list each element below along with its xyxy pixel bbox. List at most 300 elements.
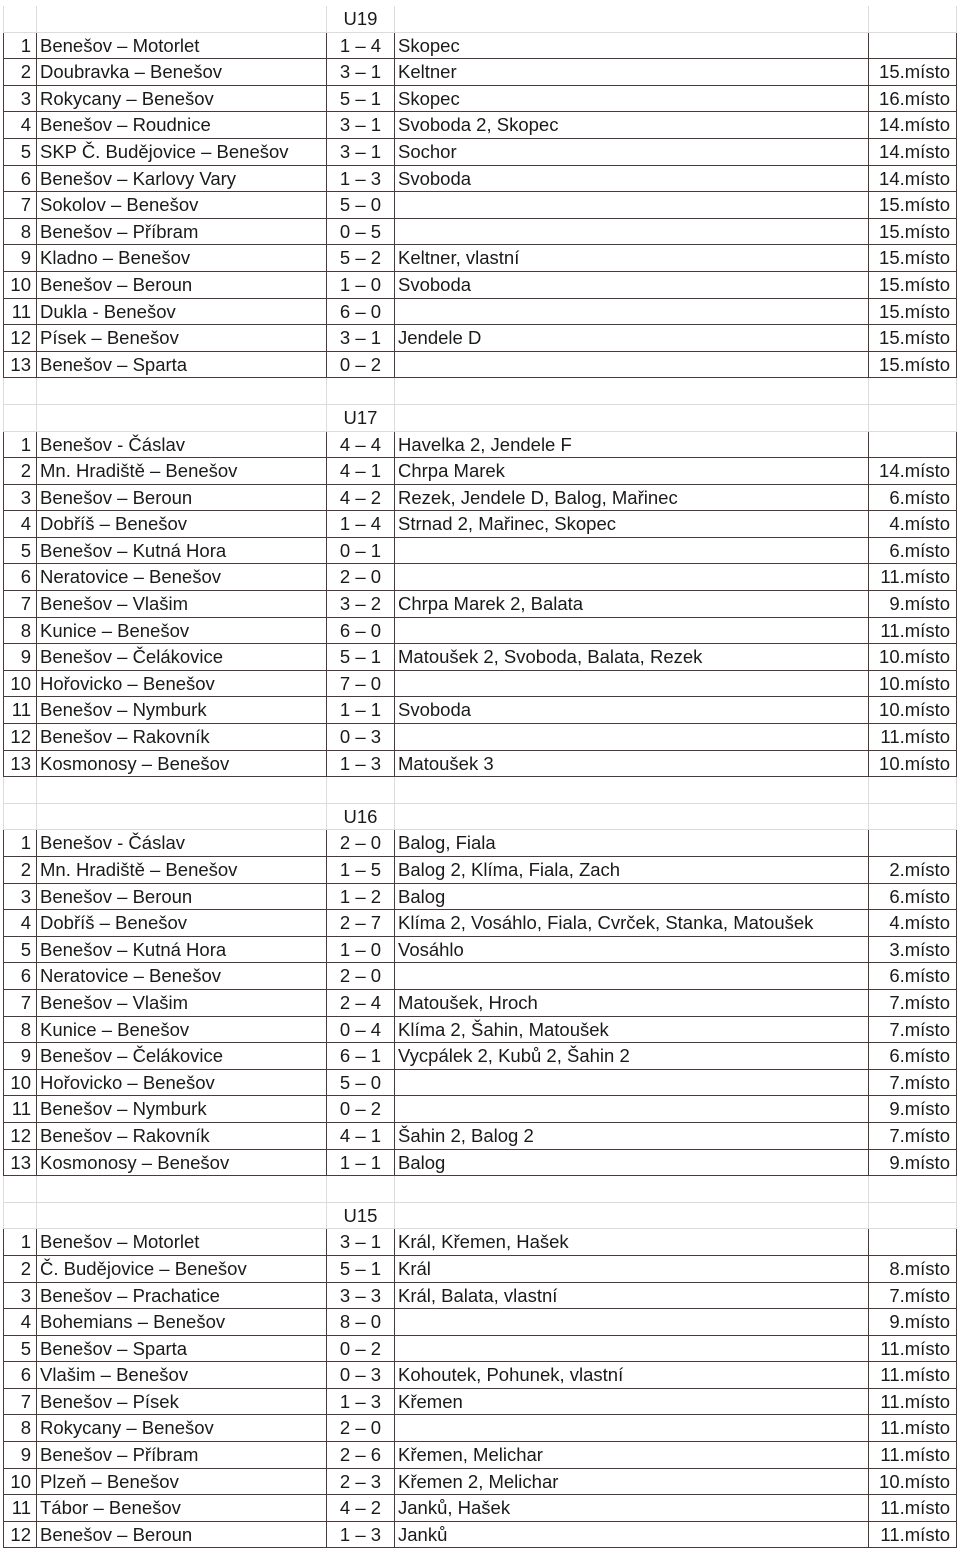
goal-scorers: Král, Balata, vlastní bbox=[395, 1283, 869, 1310]
empty-cell bbox=[3, 6, 37, 33]
match-number: 12 bbox=[3, 724, 37, 751]
table-row bbox=[3, 963, 957, 990]
match-score: 3 – 1 bbox=[327, 325, 395, 352]
match-score: 3 – 1 bbox=[327, 1229, 395, 1256]
match-score: 2 – 7 bbox=[327, 910, 395, 937]
table-row bbox=[3, 671, 957, 698]
match-teams: Benešov – Kutná Hora bbox=[37, 937, 327, 964]
table-position: 3.místo bbox=[869, 937, 957, 964]
match-number: 5 bbox=[3, 937, 37, 964]
table-row bbox=[3, 1043, 957, 1070]
match-teams: Benešov – Beroun bbox=[37, 884, 327, 911]
empty-cell bbox=[37, 405, 327, 432]
table-position: 14.místo bbox=[869, 139, 957, 166]
table-row bbox=[3, 219, 957, 246]
table-position: 9.místo bbox=[869, 1096, 957, 1123]
match-number: 9 bbox=[3, 245, 37, 272]
empty-cell bbox=[37, 6, 327, 33]
table-row bbox=[3, 1415, 957, 1442]
empty-cell bbox=[395, 777, 869, 804]
goal-scorers: Balog bbox=[395, 884, 869, 911]
goal-scorers: Svoboda bbox=[395, 272, 869, 299]
match-score: 0 – 2 bbox=[327, 1336, 395, 1363]
match-teams: Benešov – Karlovy Vary bbox=[37, 166, 327, 193]
table-position: 7.místo bbox=[869, 990, 957, 1017]
match-score: 3 – 1 bbox=[327, 112, 395, 139]
match-number: 6 bbox=[3, 963, 37, 990]
table-row bbox=[3, 86, 957, 113]
table-position: 7.místo bbox=[869, 1123, 957, 1150]
match-teams: Bohemians – Benešov bbox=[37, 1309, 327, 1336]
goal-scorers: Kohoutek, Pohunek, vlastní bbox=[395, 1362, 869, 1389]
match-number: 4 bbox=[3, 1309, 37, 1336]
goal-scorers: Jendele D bbox=[395, 325, 869, 352]
goal-scorers: Křemen bbox=[395, 1389, 869, 1416]
goal-scorers bbox=[395, 538, 869, 565]
match-score: 6 – 0 bbox=[327, 618, 395, 645]
match-teams: Benešov – Rakovník bbox=[37, 724, 327, 751]
match-number: 9 bbox=[3, 644, 37, 671]
match-number: 1 bbox=[3, 33, 37, 60]
match-number: 10 bbox=[3, 1070, 37, 1097]
table-row bbox=[3, 1442, 957, 1469]
empty-cell bbox=[395, 804, 869, 831]
table-row bbox=[3, 458, 957, 485]
table-row bbox=[3, 1283, 957, 1310]
match-number: 1 bbox=[3, 1229, 37, 1256]
goal-scorers bbox=[395, 352, 869, 379]
match-teams: Hořovicko – Benešov bbox=[37, 1070, 327, 1097]
table-row bbox=[3, 192, 957, 219]
match-score: 2 – 6 bbox=[327, 1442, 395, 1469]
table-position: 10.místo bbox=[869, 1469, 957, 1496]
table-row bbox=[3, 1256, 957, 1283]
table-position: 9.místo bbox=[869, 1150, 957, 1177]
match-teams: Kladno – Benešov bbox=[37, 245, 327, 272]
match-number: 10 bbox=[3, 671, 37, 698]
table-row bbox=[3, 245, 957, 272]
table-row bbox=[3, 1017, 957, 1044]
table-row bbox=[3, 751, 957, 778]
match-number: 7 bbox=[3, 192, 37, 219]
goal-scorers: Král bbox=[395, 1256, 869, 1283]
match-number: 2 bbox=[3, 458, 37, 485]
match-score: 1 – 5 bbox=[327, 857, 395, 884]
table-position: 11.místo bbox=[869, 724, 957, 751]
match-number: 11 bbox=[3, 697, 37, 724]
match-score: 0 – 2 bbox=[327, 1096, 395, 1123]
table-row bbox=[3, 352, 957, 379]
match-teams: Benešov – Beroun bbox=[37, 485, 327, 512]
match-score: 5 – 1 bbox=[327, 1256, 395, 1283]
table-position: 10.místo bbox=[869, 671, 957, 698]
match-teams: Benešov – Beroun bbox=[37, 272, 327, 299]
table-row bbox=[3, 272, 957, 299]
goal-scorers: Keltner bbox=[395, 59, 869, 86]
goal-scorers bbox=[395, 219, 869, 246]
match-score: 5 – 0 bbox=[327, 192, 395, 219]
match-teams: Písek – Benešov bbox=[37, 325, 327, 352]
match-number: 12 bbox=[3, 1123, 37, 1150]
match-score: 0 – 4 bbox=[327, 1017, 395, 1044]
table-row bbox=[3, 884, 957, 911]
match-teams: Č. Budějovice – Benešov bbox=[37, 1256, 327, 1283]
goal-scorers bbox=[395, 564, 869, 591]
goal-scorers: Balog, Fiala bbox=[395, 830, 869, 857]
table-position: 2.místo bbox=[869, 857, 957, 884]
match-score: 0 – 1 bbox=[327, 538, 395, 565]
goal-scorers: Matoušek 2, Svoboda, Balata, Rezek bbox=[395, 644, 869, 671]
table-position: 14.místo bbox=[869, 112, 957, 139]
goal-scorers bbox=[395, 1309, 869, 1336]
match-score: 2 – 0 bbox=[327, 963, 395, 990]
goal-scorers: Skopec bbox=[395, 86, 869, 113]
match-teams: Benešov - Čáslav bbox=[37, 830, 327, 857]
section-u19 bbox=[3, 6, 957, 378]
spacer-row bbox=[3, 1176, 957, 1203]
match-score: 1 – 0 bbox=[327, 937, 395, 964]
table-position: 6.místo bbox=[869, 963, 957, 990]
goal-scorers: Klíma 2, Vosáhlo, Fiala, Cvrček, Stanka, Matoušek bbox=[395, 910, 869, 937]
table-position: 14.místo bbox=[869, 166, 957, 193]
section-header-row bbox=[3, 804, 957, 831]
goal-scorers: Strnad 2, Mařinec, Skopec bbox=[395, 511, 869, 538]
section-title: U19 bbox=[327, 6, 395, 33]
match-score: 8 – 0 bbox=[327, 1309, 395, 1336]
empty-cell bbox=[37, 777, 327, 804]
goal-scorers bbox=[395, 192, 869, 219]
match-score: 2 – 3 bbox=[327, 1469, 395, 1496]
table-row bbox=[3, 511, 957, 538]
empty-cell bbox=[37, 804, 327, 831]
table-position: 15.místo bbox=[869, 272, 957, 299]
match-number: 4 bbox=[3, 910, 37, 937]
empty-cell bbox=[395, 405, 869, 432]
table-position: 11.místo bbox=[869, 1522, 957, 1549]
empty-cell bbox=[3, 378, 37, 405]
table-row bbox=[3, 1123, 957, 1150]
match-score: 3 – 1 bbox=[327, 59, 395, 86]
table-position: 15.místo bbox=[869, 299, 957, 326]
table-position: 11.místo bbox=[869, 1362, 957, 1389]
table-row bbox=[3, 857, 957, 884]
match-number: 8 bbox=[3, 1415, 37, 1442]
table-row bbox=[3, 1522, 957, 1549]
results-sheet bbox=[3, 6, 957, 1548]
match-teams: SKP Č. Budějovice – Benešov bbox=[37, 139, 327, 166]
table-position: 15.místo bbox=[869, 245, 957, 272]
match-score: 2 – 0 bbox=[327, 564, 395, 591]
match-teams: Benešov – Příbram bbox=[37, 1442, 327, 1469]
table-position bbox=[869, 33, 957, 60]
match-number: 1 bbox=[3, 432, 37, 459]
table-position: 4.místo bbox=[869, 511, 957, 538]
match-teams: Neratovice – Benešov bbox=[37, 963, 327, 990]
match-number: 12 bbox=[3, 1522, 37, 1549]
match-number: 10 bbox=[3, 272, 37, 299]
match-teams: Dobříš – Benešov bbox=[37, 511, 327, 538]
match-number: 10 bbox=[3, 1469, 37, 1496]
match-teams: Benešov – Příbram bbox=[37, 219, 327, 246]
section-title: U17 bbox=[327, 405, 395, 432]
empty-cell bbox=[37, 1176, 327, 1203]
goal-scorers: Sochor bbox=[395, 139, 869, 166]
match-score: 1 – 4 bbox=[327, 33, 395, 60]
match-number: 7 bbox=[3, 591, 37, 618]
table-row bbox=[3, 564, 957, 591]
match-score: 0 – 5 bbox=[327, 219, 395, 246]
goal-scorers: Balog 2, Klíma, Fiala, Zach bbox=[395, 857, 869, 884]
goal-scorers: Keltner, vlastní bbox=[395, 245, 869, 272]
match-score: 1 – 4 bbox=[327, 511, 395, 538]
match-teams: Rokycany – Benešov bbox=[37, 1415, 327, 1442]
goal-scorers bbox=[395, 671, 869, 698]
table-position: 7.místo bbox=[869, 1070, 957, 1097]
goal-scorers: Chrpa Marek bbox=[395, 458, 869, 485]
table-row bbox=[3, 697, 957, 724]
match-number: 13 bbox=[3, 352, 37, 379]
empty-cell bbox=[869, 804, 957, 831]
table-position: 15.místo bbox=[869, 192, 957, 219]
match-teams: Dobříš – Benešov bbox=[37, 910, 327, 937]
table-row bbox=[3, 166, 957, 193]
table-row bbox=[3, 618, 957, 645]
match-score: 4 – 4 bbox=[327, 432, 395, 459]
table-row bbox=[3, 1389, 957, 1416]
match-score: 1 – 3 bbox=[327, 166, 395, 193]
empty-cell bbox=[869, 6, 957, 33]
match-score: 6 – 0 bbox=[327, 299, 395, 326]
goal-scorers: Janků, Hašek bbox=[395, 1495, 869, 1522]
match-score: 1 – 3 bbox=[327, 751, 395, 778]
match-score: 1 – 1 bbox=[327, 697, 395, 724]
goal-scorers bbox=[395, 1070, 869, 1097]
empty-cell bbox=[869, 378, 957, 405]
match-score: 1 – 1 bbox=[327, 1150, 395, 1177]
match-score: 2 – 0 bbox=[327, 1415, 395, 1442]
empty-cell bbox=[395, 1203, 869, 1230]
match-teams: Benešov – Prachatice bbox=[37, 1283, 327, 1310]
match-number: 11 bbox=[3, 1495, 37, 1522]
table-row bbox=[3, 910, 957, 937]
match-score: 3 – 2 bbox=[327, 591, 395, 618]
goal-scorers: Svoboda bbox=[395, 697, 869, 724]
table-position: 11.místo bbox=[869, 1415, 957, 1442]
table-row bbox=[3, 1362, 957, 1389]
table-row bbox=[3, 1070, 957, 1097]
table-row bbox=[3, 591, 957, 618]
goal-scorers: Chrpa Marek 2, Balata bbox=[395, 591, 869, 618]
match-teams: Benešov – Sparta bbox=[37, 352, 327, 379]
match-number: 11 bbox=[3, 1096, 37, 1123]
table-position: 15.místo bbox=[869, 59, 957, 86]
match-score: 2 – 4 bbox=[327, 990, 395, 1017]
match-teams: Benešov – Rakovník bbox=[37, 1123, 327, 1150]
goal-scorers: Svoboda bbox=[395, 166, 869, 193]
match-number: 11 bbox=[3, 299, 37, 326]
table-position: 16.místo bbox=[869, 86, 957, 113]
match-score: 6 – 1 bbox=[327, 1043, 395, 1070]
goal-scorers: Havelka 2, Jendele F bbox=[395, 432, 869, 459]
goal-scorers: Matoušek 3 bbox=[395, 751, 869, 778]
table-position: 15.místo bbox=[869, 352, 957, 379]
match-score: 4 – 1 bbox=[327, 1123, 395, 1150]
match-score: 3 – 1 bbox=[327, 139, 395, 166]
section-header-row bbox=[3, 1203, 957, 1230]
section-header-row bbox=[3, 6, 957, 33]
match-number: 1 bbox=[3, 830, 37, 857]
table-position: 9.místo bbox=[869, 1309, 957, 1336]
match-teams: Kunice – Benešov bbox=[37, 1017, 327, 1044]
match-number: 5 bbox=[3, 1336, 37, 1363]
empty-cell bbox=[3, 1176, 37, 1203]
match-teams: Dukla - Benešov bbox=[37, 299, 327, 326]
match-teams: Tábor – Benešov bbox=[37, 1495, 327, 1522]
goal-scorers bbox=[395, 1415, 869, 1442]
table-position: 6.místo bbox=[869, 1043, 957, 1070]
goal-scorers: Klíma 2, Šahin, Matoušek bbox=[395, 1017, 869, 1044]
section-u15 bbox=[3, 1176, 957, 1548]
match-score: 4 – 2 bbox=[327, 485, 395, 512]
match-score: 5 – 1 bbox=[327, 86, 395, 113]
match-number: 8 bbox=[3, 219, 37, 246]
match-number: 3 bbox=[3, 86, 37, 113]
match-score: 5 – 1 bbox=[327, 644, 395, 671]
table-position: 9.místo bbox=[869, 591, 957, 618]
match-score: 0 – 3 bbox=[327, 724, 395, 751]
table-position: 11.místo bbox=[869, 1389, 957, 1416]
table-position: 11.místo bbox=[869, 564, 957, 591]
empty-cell bbox=[327, 378, 395, 405]
table-position: 11.místo bbox=[869, 618, 957, 645]
goal-scorers bbox=[395, 724, 869, 751]
table-position: 10.místo bbox=[869, 751, 957, 778]
match-teams: Benešov – Nymburk bbox=[37, 1096, 327, 1123]
table-row bbox=[3, 432, 957, 459]
goal-scorers: Křemen, Melichar bbox=[395, 1442, 869, 1469]
match-teams: Rokycany – Benešov bbox=[37, 86, 327, 113]
table-position: 6.místo bbox=[869, 538, 957, 565]
table-row bbox=[3, 1309, 957, 1336]
section-u16 bbox=[3, 777, 957, 1176]
match-score: 0 – 2 bbox=[327, 352, 395, 379]
goal-scorers bbox=[395, 1336, 869, 1363]
match-teams: Benešov – Nymburk bbox=[37, 697, 327, 724]
table-row bbox=[3, 937, 957, 964]
table-position: 4.místo bbox=[869, 910, 957, 937]
match-score: 0 – 3 bbox=[327, 1362, 395, 1389]
match-teams: Benešov – Čelákovice bbox=[37, 1043, 327, 1070]
table-row bbox=[3, 485, 957, 512]
match-number: 7 bbox=[3, 1389, 37, 1416]
match-number: 13 bbox=[3, 1150, 37, 1177]
table-position: 11.místo bbox=[869, 1495, 957, 1522]
goal-scorers: Matoušek, Hroch bbox=[395, 990, 869, 1017]
table-position: 11.místo bbox=[869, 1442, 957, 1469]
match-number: 13 bbox=[3, 751, 37, 778]
empty-cell bbox=[3, 777, 37, 804]
match-number: 5 bbox=[3, 538, 37, 565]
empty-cell bbox=[395, 6, 869, 33]
table-row bbox=[3, 1336, 957, 1363]
table-position bbox=[869, 1229, 957, 1256]
match-score: 4 – 2 bbox=[327, 1495, 395, 1522]
spacer-row bbox=[3, 777, 957, 804]
section-u17 bbox=[3, 378, 957, 777]
match-teams: Kunice – Benešov bbox=[37, 618, 327, 645]
goal-scorers: Křemen 2, Melichar bbox=[395, 1469, 869, 1496]
match-number: 7 bbox=[3, 990, 37, 1017]
table-position bbox=[869, 830, 957, 857]
empty-cell bbox=[37, 378, 327, 405]
match-teams: Mn. Hradiště – Benešov bbox=[37, 857, 327, 884]
match-teams: Benešov – Vlašim bbox=[37, 591, 327, 618]
match-teams: Benešov – Beroun bbox=[37, 1522, 327, 1549]
table-position: 10.místo bbox=[869, 697, 957, 724]
match-number: 12 bbox=[3, 325, 37, 352]
empty-cell bbox=[869, 405, 957, 432]
goal-scorers: Balog bbox=[395, 1150, 869, 1177]
match-number: 2 bbox=[3, 59, 37, 86]
match-score: 5 – 2 bbox=[327, 245, 395, 272]
match-teams: Vlašim – Benešov bbox=[37, 1362, 327, 1389]
match-number: 2 bbox=[3, 1256, 37, 1283]
section-title: U15 bbox=[327, 1203, 395, 1230]
table-position: 6.místo bbox=[869, 884, 957, 911]
table-position bbox=[869, 432, 957, 459]
empty-cell bbox=[395, 1176, 869, 1203]
goal-scorers: Vosáhlo bbox=[395, 937, 869, 964]
table-position: 8.místo bbox=[869, 1256, 957, 1283]
goal-scorers bbox=[395, 963, 869, 990]
spacer-row bbox=[3, 378, 957, 405]
empty-cell bbox=[3, 804, 37, 831]
match-number: 8 bbox=[3, 618, 37, 645]
table-row bbox=[3, 1229, 957, 1256]
match-score: 7 – 0 bbox=[327, 671, 395, 698]
match-score: 1 – 3 bbox=[327, 1522, 395, 1549]
match-number: 9 bbox=[3, 1442, 37, 1469]
match-teams: Kosmonosy – Benešov bbox=[37, 751, 327, 778]
match-number: 2 bbox=[3, 857, 37, 884]
match-teams: Benešov – Motorlet bbox=[37, 1229, 327, 1256]
match-score: 4 – 1 bbox=[327, 458, 395, 485]
section-title: U16 bbox=[327, 804, 395, 831]
table-position: 6.místo bbox=[869, 485, 957, 512]
table-row bbox=[3, 325, 957, 352]
table-position: 15.místo bbox=[869, 219, 957, 246]
match-number: 6 bbox=[3, 166, 37, 193]
match-number: 6 bbox=[3, 1362, 37, 1389]
table-position: 7.místo bbox=[869, 1017, 957, 1044]
table-position: 14.místo bbox=[869, 458, 957, 485]
goal-scorers: Vycpálek 2, Kubů 2, Šahin 2 bbox=[395, 1043, 869, 1070]
match-score: 1 – 3 bbox=[327, 1389, 395, 1416]
match-teams: Kosmonosy – Benešov bbox=[37, 1150, 327, 1177]
match-teams: Benešov – Písek bbox=[37, 1389, 327, 1416]
table-row bbox=[3, 538, 957, 565]
match-score: 5 – 0 bbox=[327, 1070, 395, 1097]
table-row bbox=[3, 1150, 957, 1177]
table-row bbox=[3, 112, 957, 139]
table-row bbox=[3, 990, 957, 1017]
goal-scorers: Šahin 2, Balog 2 bbox=[395, 1123, 869, 1150]
match-number: 6 bbox=[3, 564, 37, 591]
match-score: 1 – 2 bbox=[327, 884, 395, 911]
match-number: 4 bbox=[3, 112, 37, 139]
match-teams: Benešov – Kutná Hora bbox=[37, 538, 327, 565]
match-teams: Plzeň – Benešov bbox=[37, 1469, 327, 1496]
